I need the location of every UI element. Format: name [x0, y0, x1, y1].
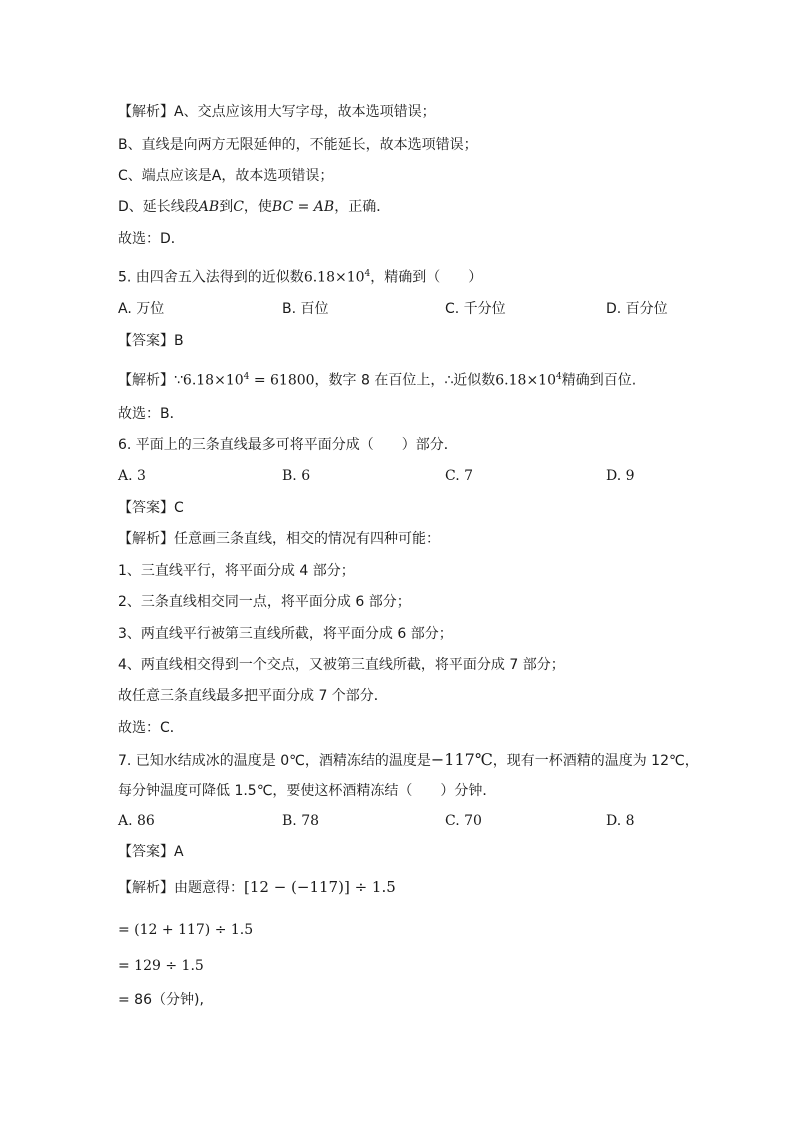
q6-case-3: 3、两直线平行被第三直线所截，将平面分成 6 部分； — [118, 626, 453, 642]
q6-question: 6. 平面上的三条直线最多可将平面分成（ ）部分． — [118, 437, 458, 453]
question-part-a: 7. 已知水结成冰的温度是 0℃，酒精冻结的温度是 — [118, 753, 431, 769]
question-part-c: ，现有一杯酒精的温度为 12℃， — [492, 753, 699, 769]
q5-analysis — [118, 367, 636, 391]
analysis-tail: 精确到百位. — [561, 372, 637, 389]
math-expression-3: = 129 ÷ 1.5 — [118, 958, 204, 974]
math-ab: AB — [198, 199, 220, 215]
analysis-label: 【解析】 — [118, 372, 174, 389]
line-d-to: 到 — [219, 199, 234, 215]
q7-options — [118, 811, 698, 831]
math-equals: = 61800 — [249, 372, 315, 389]
q7-analysis — [118, 877, 396, 898]
option-b: B. 6 — [282, 468, 311, 484]
q4-analysis-line-b: B、直线是向两方无限延伸的，不能延长，故本选项错误； — [118, 137, 478, 153]
question-prefix: 5. 由四舍五入法得到的近似数 — [118, 269, 304, 286]
q4-analysis-line-d — [118, 197, 390, 217]
q6-case-1: 1、三直线平行，将平面分成 4 部分； — [118, 563, 355, 579]
q5-question — [118, 264, 482, 288]
math-number-2: 6.18×10 — [495, 372, 556, 389]
because-symbol: ∵ — [174, 372, 183, 389]
option-a: A. 3 — [118, 468, 146, 484]
math-expression-2: = (12 + 117) ÷ 1.5 — [118, 922, 254, 938]
q6-options — [118, 466, 698, 486]
math-exponent-2: 4 — [555, 372, 562, 382]
analysis-text: 任意画三条直线，相交的情况有四种可能： — [174, 531, 440, 547]
math-number: 6.18×10 — [303, 269, 365, 286]
math-expression-4: = 86（分钟), — [118, 992, 204, 1008]
math-expression-1: [12 − (−117)] ÷ 1.5 — [244, 878, 396, 896]
q7-question-line-1 — [118, 750, 699, 771]
math-exponent: 4 — [364, 269, 371, 279]
q7-question-line-2: 每分钟温度可降低 1.5℃，要使这杯酒精冻结（ ）分钟． — [118, 783, 497, 799]
q5-options — [118, 299, 698, 319]
math-c: C — [233, 199, 244, 215]
line-d-suffix: ，正确． — [334, 199, 391, 215]
q7-answer: 【答案】A — [118, 844, 184, 860]
math-number: 6.18×10 — [182, 372, 244, 389]
analysis-text: 由题意得： — [174, 880, 244, 896]
q6-answer: 【答案】C — [118, 500, 184, 516]
q5-answer: 【答案】B — [118, 333, 184, 349]
q6-choice: 故选：C． — [118, 720, 184, 736]
q4-choice: 故选：D． — [118, 231, 185, 247]
option-a: A. 万位 — [118, 301, 165, 317]
option-b: B. 78 — [282, 813, 320, 829]
line-d-prefix: D、延长线段 — [118, 199, 199, 215]
option-d: D. 8 — [606, 813, 635, 829]
option-c: C. 70 — [445, 813, 482, 829]
math-temperature: −117℃ — [430, 750, 493, 769]
math-bc-eq-ab: BC = AB — [271, 199, 335, 215]
q4-analysis-line-a — [118, 102, 436, 122]
option-d: D. 百分位 — [606, 301, 668, 317]
option-c: C. 7 — [445, 468, 474, 484]
line-d-mid: ，使 — [243, 199, 272, 215]
q6-case-2: 2、三条直线相交同一点，将平面分成 6 部分； — [118, 594, 411, 610]
q6-case-4: 4、两直线相交得到一个交点，又被第三直线所截，将平面分成 7 部分； — [118, 657, 565, 673]
option-a: A. 86 — [118, 813, 155, 829]
q6-analysis — [118, 529, 440, 549]
analysis-label: 【解析】 — [118, 104, 174, 120]
q4-analysis-line-c: C、端点应该是A，故本选项错误； — [118, 168, 334, 184]
analysis-label: 【解析】 — [118, 531, 174, 547]
analysis-label: 【解析】 — [118, 880, 174, 896]
option-b: B. 百位 — [282, 301, 329, 317]
q6-conclusion: 故任意三条直线最多把平面分成 7 个部分． — [118, 688, 388, 704]
q5-choice: 故选：B． — [118, 406, 184, 422]
analysis-text: A、交点应该用大写字母，故本选项错误； — [174, 104, 436, 120]
math-exponent: 4 — [243, 372, 250, 382]
question-suffix: ，精确到（ ） — [370, 269, 483, 286]
option-d: D. 9 — [606, 468, 635, 484]
analysis-mid: ，数字 8 在百位上，∴近似数 — [314, 372, 496, 389]
option-c: C. 千分位 — [445, 301, 506, 317]
